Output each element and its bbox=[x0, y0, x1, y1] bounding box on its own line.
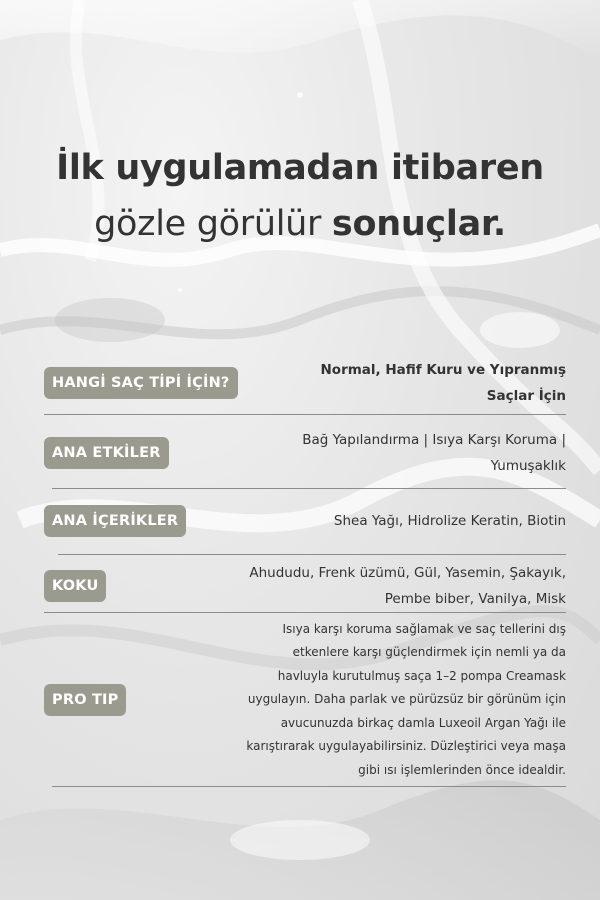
value-hair-type-line2: Saçlar İçin bbox=[486, 388, 566, 404]
divider-3 bbox=[58, 554, 566, 555]
value-main-effects bbox=[302, 427, 566, 479]
pro-tip-line: karıştırarak uygulayabilirsiniz. Düzleştirici veya maşa bbox=[246, 739, 566, 754]
value-scent-line1: Ahududu, Frenk üzümü, Gül, Yasemin, Şakayık, bbox=[249, 565, 566, 581]
pro-tip-line: avucunuzda birkaç damla Luxeoil Argan Yağı ile bbox=[280, 715, 566, 730]
headline bbox=[0, 140, 600, 252]
badge-scent: KOKU bbox=[44, 570, 106, 602]
value-main-ingredients: Shea Yağı, Hidrolize Keratin, Biotin bbox=[333, 513, 566, 529]
row-hair-type bbox=[44, 355, 566, 411]
value-scent bbox=[249, 560, 566, 612]
value-main-effects-line1: Bağ Yapılandırma | Isıya Karşı Koruma | bbox=[302, 432, 566, 448]
value-main-effects-line2: Yumuşaklık bbox=[490, 458, 566, 474]
pro-tip-line: etkenlere karşı güçlendirmek için nemli ya da bbox=[292, 645, 566, 660]
divider-5 bbox=[52, 786, 566, 787]
divider-2 bbox=[52, 488, 566, 489]
badge-main-effects: ANA ETKİLER bbox=[44, 437, 169, 469]
value-pro-tip bbox=[246, 618, 566, 783]
row-pro-tip bbox=[44, 620, 566, 780]
row-main-ingredients bbox=[44, 504, 566, 538]
pro-tip-line: havluyla kurutulmuş saça 1–2 pompa Creamask bbox=[277, 668, 566, 683]
divider-1 bbox=[44, 414, 566, 415]
pro-tip-line: uygulayın. Daha parlak ve pürüzsüz bir görünüm için bbox=[247, 692, 566, 707]
row-main-effects bbox=[44, 425, 566, 481]
badge-main-ingredients: ANA İÇERİKLER bbox=[44, 505, 186, 537]
value-scent-line2: Pembe biber, Vanilya, Misk bbox=[384, 591, 566, 607]
badge-hair-type: HANGİ SAÇ TİPİ İÇİN? bbox=[44, 367, 238, 399]
headline-line1: İlk uygulamadan itibaren bbox=[56, 148, 544, 188]
headline-line2-regular: gözle görülür bbox=[94, 204, 332, 244]
pro-tip-line: gibi ısı işlemlerinden önce idealdir. bbox=[358, 762, 566, 777]
divider-4 bbox=[44, 612, 566, 613]
value-hair-type bbox=[321, 357, 567, 409]
row-scent bbox=[44, 560, 566, 612]
pro-tip-line: Isıya karşı koruma sağlamak ve saç tellerini dış bbox=[282, 621, 566, 636]
badge-pro-tip: PRO TIP bbox=[44, 684, 126, 716]
headline-line2-bold: sonuçlar. bbox=[331, 204, 506, 244]
headline-line2 bbox=[0, 196, 600, 252]
value-hair-type-line1: Normal, Hafif Kuru ve Yıpranmış bbox=[320, 362, 566, 378]
